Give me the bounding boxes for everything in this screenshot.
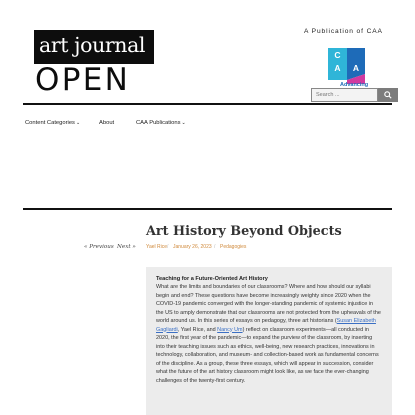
excerpt-body xyxy=(156,283,382,385)
author-link-um[interactable]: Nancy Um xyxy=(217,326,243,333)
author-link[interactable]: Yael Rice xyxy=(146,244,168,250)
nav-about-label: About xyxy=(99,120,115,126)
nav-caa-publications[interactable] xyxy=(136,120,186,126)
caa-letter-3: A xyxy=(352,63,360,73)
author-link-gagliardi[interactable]: Susan Elizabeth Gagliardi xyxy=(156,318,376,333)
chevron-down-icon: ⌄ xyxy=(75,121,80,126)
search-input[interactable] xyxy=(311,88,378,102)
content-divider xyxy=(23,208,392,210)
nav-content-categories-label: Content Categories xyxy=(25,120,75,126)
excerpt-text-1: What are the limits and boundaries of our classrooms? Where and how should our syllabi begin and end? These questions have become increasingly weighty since 2020 when the COVID-19 pandemic converged with the longer-standing pandemic of systemic injustice in the US to amply demonstrate that our classrooms are not protected from the upheavals of the world around us. In this series of essays on pedagogy, three art historians ( xyxy=(156,284,381,324)
chevron-down-icon: ⌄ xyxy=(181,121,186,126)
art-journal-open-logo[interactable] xyxy=(34,30,154,96)
caa-tagline: Advancing xyxy=(340,82,369,88)
category-link[interactable]: Pedagogies xyxy=(220,244,247,250)
caa-letter-2: A xyxy=(334,63,341,73)
publication-tagline: A Publication of CAA xyxy=(304,28,383,35)
excerpt-text-2: , Yael Rice, and xyxy=(177,326,218,333)
meta-separator: / xyxy=(214,244,216,250)
meta-separator: / xyxy=(167,244,169,250)
header-divider xyxy=(23,103,392,105)
nav-about[interactable] xyxy=(99,120,114,126)
logo-bottom-band xyxy=(34,64,154,96)
caa-letter-1: C xyxy=(334,50,341,60)
nav-content-categories[interactable] xyxy=(25,120,80,126)
article-excerpt xyxy=(146,267,392,415)
excerpt-heading: Teaching for a Future-Oriented Art History xyxy=(156,276,268,282)
logo-bottom-text: OPEN xyxy=(35,62,131,98)
date-link[interactable]: January 26, 2023 xyxy=(173,244,212,250)
search-button[interactable] xyxy=(378,88,398,102)
next-post-link[interactable]: Next » xyxy=(117,244,136,250)
nav-caa-publications-label: CAA Publications xyxy=(136,120,181,126)
search-icon xyxy=(384,91,392,99)
excerpt-text-3: ) reflect on classroom experiments—all conducted in 2020, the first year of the pandemic—to expand the purview of the classroom, by inserting into their teaching issues such as ethics, well-being, new research practices, innovations in technology, collaboration, and museum- and collection-based work as fundamental concerns of the discipline. As a group, these three essays, which will appear in succession, consider what the future of the art history classroom might look like, as we face the ever-changing challenges of the twenty-first century. xyxy=(156,326,379,384)
logo-top-band xyxy=(34,30,154,64)
logo-top-text: art journal xyxy=(39,33,146,57)
article-title: Art History Beyond Objects xyxy=(146,224,342,239)
previous-post-link[interactable]: « Previous xyxy=(84,244,114,250)
